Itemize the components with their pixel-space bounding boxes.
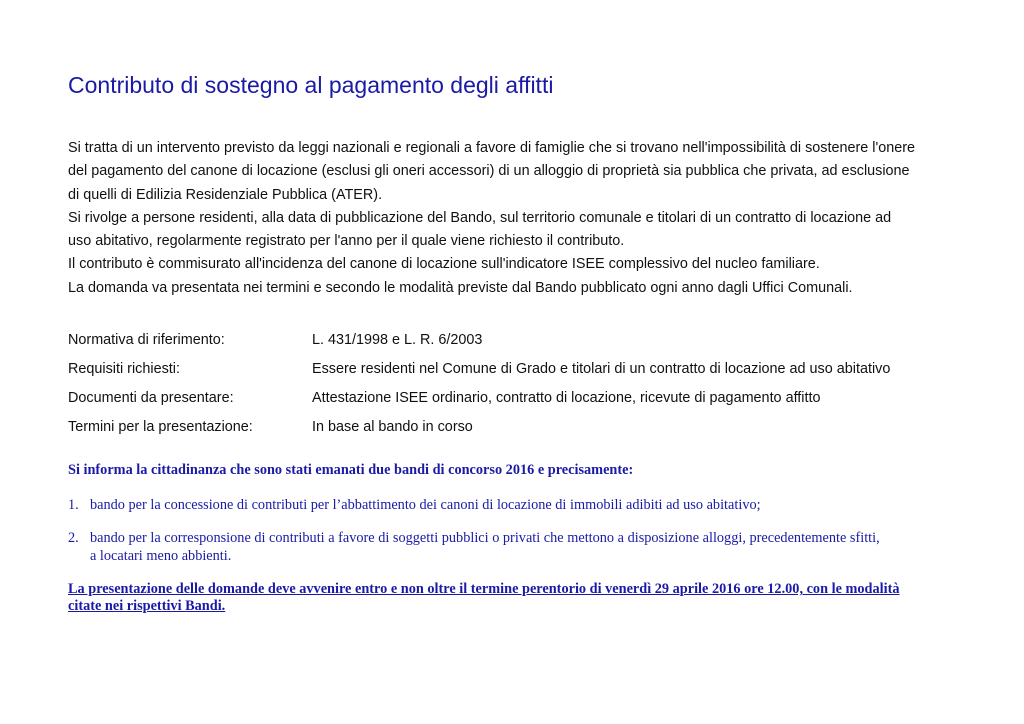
info-label: Termini per la presentazione: (68, 419, 253, 435)
intro-line: La domanda va presentata nei termini e secondo le modalità previste dal Bando pubblicato ogni anno dagli Uffici Comunali. (68, 279, 853, 296)
intro-line: Il contributo è commisurato all'incidenza del canone di locazione sull'indicatore ISEE complessivo del nucleo familiare. (68, 256, 820, 273)
info-value: L. 431/1998 e L. R. 6/2003 (312, 332, 483, 348)
intro-line: Si tratta di un intervento previsto da leggi nazionali e regionali a favore di famiglie che si trovano nell'impossibilità di sostenere l'onere (68, 140, 916, 156)
deadline-line: citate nei rispettivi Bandi. (68, 598, 226, 614)
list-item-text (90, 529, 880, 565)
list-item-number: 1. (68, 497, 79, 513)
info-label: Normativa di riferimento: (68, 332, 225, 348)
page-title: Contributo di sostegno al pagamento degli affitti (68, 72, 554, 98)
intro-line: del pagamento del canone di locazione (esclusi gli oneri accessori) di un alloggio di proprietà sia pubblica che privata, ad esclusione (68, 163, 910, 180)
info-value: In base al bando in corso (312, 419, 473, 435)
info-value: Essere residenti nel Comune di Grado e titolari di un contratto di locazione ad uso abitativo (312, 361, 891, 377)
deadline-line: La presentazione delle domande deve avvenire entro e non oltre il termine perentorio di venerdì 29 aprile 2016 ore 12.00, con le modalità (68, 581, 900, 597)
info-label: Documenti da presentare: (68, 390, 234, 406)
info-value: Attestazione ISEE ordinario, contratto di locazione, ricevute di pagamento affitto (312, 390, 821, 406)
list-item-number: 2. (68, 530, 79, 546)
intro-paragraph (68, 137, 968, 300)
list-item-line: bando per la corresponsione di contributi a favore di soggetti pubblici o privati che mettono a disposizione alloggi, precedentemente sfitti, (90, 530, 880, 546)
deadline-notice (68, 581, 948, 615)
list-item-text: bando per la concessione di contributi per l’abbattimento dei canoni di locazione di immobili adibiti ad uso abitativo; (90, 497, 761, 513)
list-item-line: a locatari meno abbienti. (90, 548, 232, 564)
intro-line: di quelli di Edilizia Residenziale Pubblica (ATER). (68, 186, 383, 203)
info-label: Requisiti richiesti: (68, 361, 180, 377)
intro-line: Si rivolge a persone residenti, alla data di pubblicazione del Bando, sul territorio comunale e titolari di un contratto di locazione ad (68, 209, 892, 226)
notice-heading: Si informa la cittadinanza che sono stati emanati due bandi di concorso 2016 e precisamente: (68, 462, 634, 478)
intro-line: uso abitativo, regolarmente registrato per l'anno per il quale viene richiesto il contributo. (68, 233, 625, 250)
